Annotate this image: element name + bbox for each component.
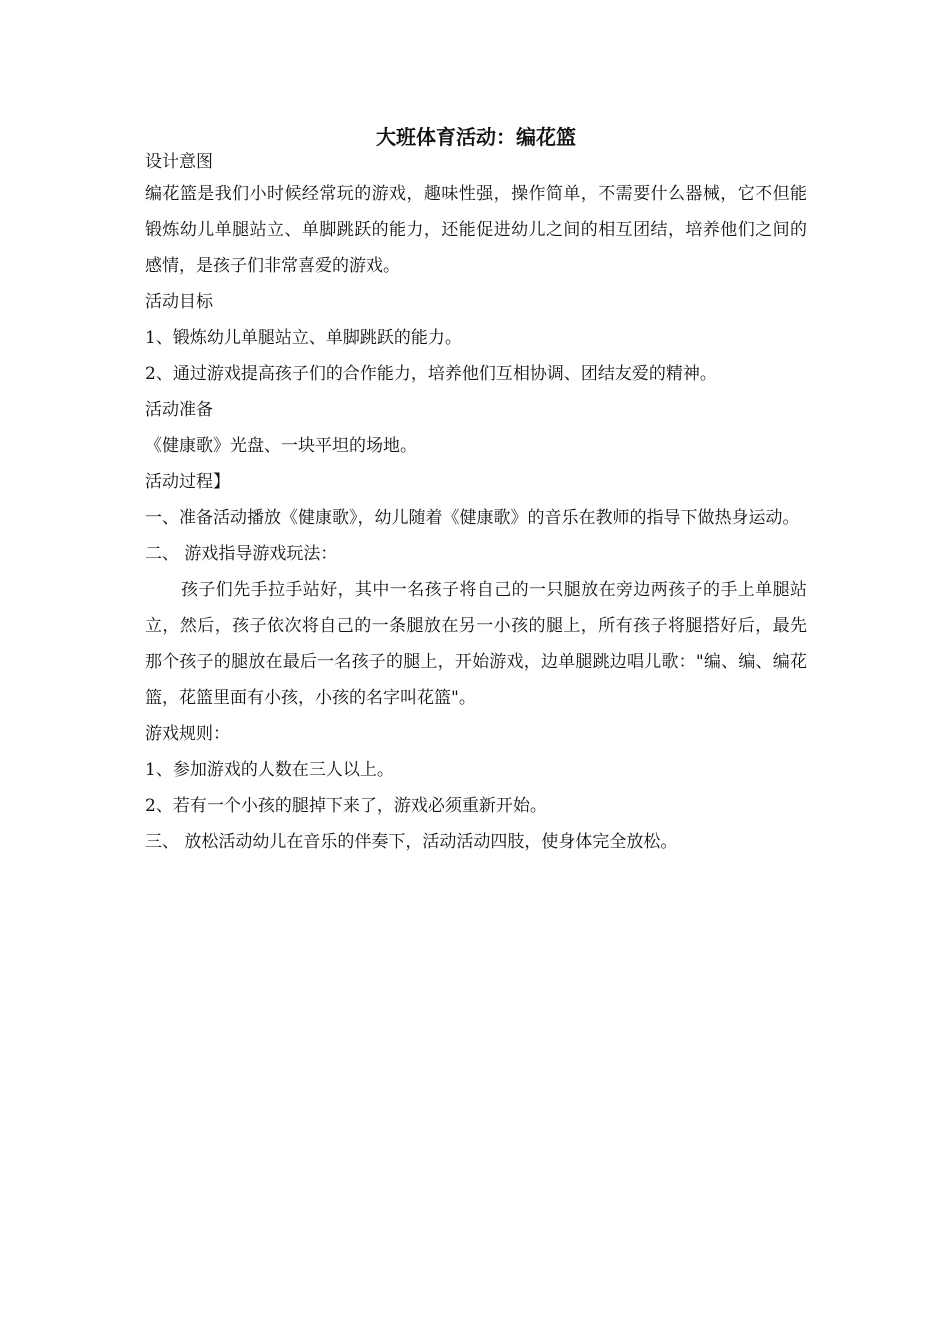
process-heading: 活动过程】 — [145, 472, 230, 492]
goal-item-1: 1、锻炼幼儿单腿站立、单脚跳跃的能力。 — [145, 328, 462, 348]
document-title: 大班体育活动：编花篮 — [376, 125, 576, 149]
prep-paragraph: 《健康歌》光盘、一块平坦的场地。 — [145, 436, 417, 456]
rule-item-1: 1、参加游戏的人数在三人以上。 — [145, 760, 394, 780]
prep-heading: 活动准备 — [145, 400, 213, 420]
document-body — [145, 122, 807, 860]
process-step-2: 二、 游戏指导游戏玩法： — [145, 544, 338, 564]
rules-heading: 游戏规则： — [145, 724, 230, 744]
rule-item-2: 2、若有一个小孩的腿掉下来了，游戏必须重新开始。 — [145, 796, 547, 816]
goal-item-2: 2、通过游戏提高孩子们的合作能力，培养他们互相协调、团结友爱的精神。 — [145, 364, 717, 384]
goals-heading: 活动目标 — [145, 292, 213, 312]
design-paragraph: 编花篮是我们小时候经常玩的游戏，趣味性强，操作简单，不需要什么器械，它不但能锻炼幼儿单腿站立、单脚跳跃的能力，还能促进幼儿之间的相互团结，培养他们之间的感情，是孩子们非常喜爱的游戏。 — [145, 184, 807, 276]
design-heading: 设计意图 — [145, 152, 213, 172]
process-step-3: 三、 放松活动幼儿在音乐的伴奏下，活动活动四肢，使身体完全放松。 — [145, 832, 678, 852]
process-step-2-paragraph: 孩子们先手拉手站好，其中一名孩子将自己的一只腿放在旁边两孩子的手上单腿站立，然后，孩子依次将自己的一条腿放在另一小孩的腿上，所有孩子将腿搭好后，最先那个孩子的腿放在最后一名孩子的腿上，开始游戏，边单腿跳边唱儿歌："编、编、编花篮，花篮里面有小孩，小孩的名字叫花篮"。 — [145, 580, 807, 708]
process-step-1: 一、准备活动播放《健康歌》，幼儿随着《健康歌》的音乐在教师的指导下做热身运动。 — [145, 508, 800, 528]
